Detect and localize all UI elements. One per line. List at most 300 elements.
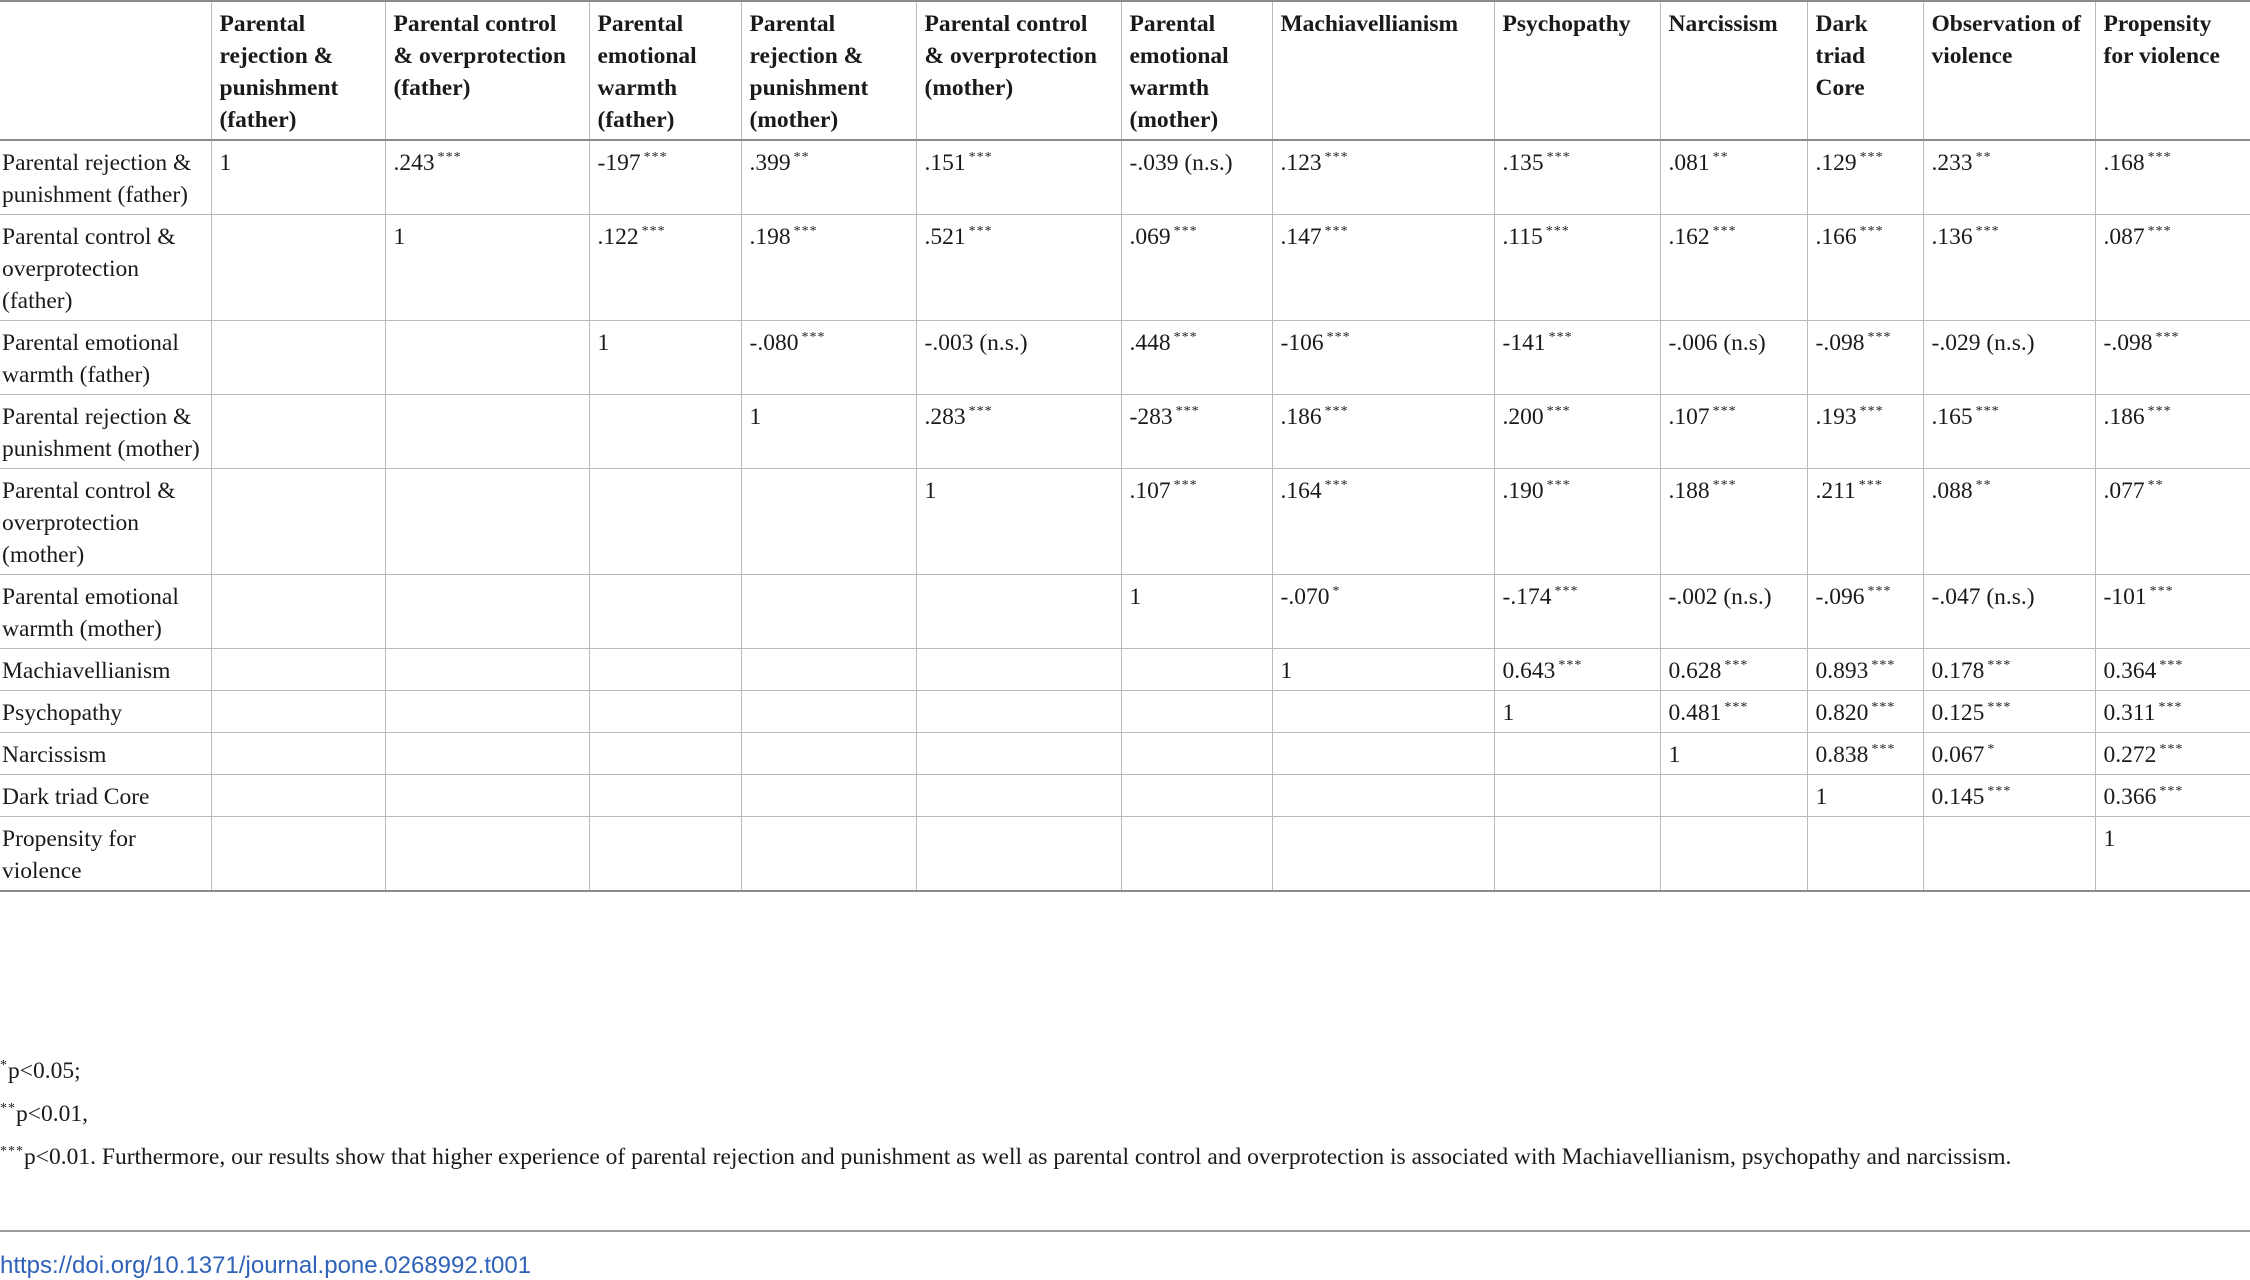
- table-cell: [1923, 575, 2095, 649]
- table-header-row: [0, 1, 2250, 140]
- row-label: Parental rejection & punishment (mother): [0, 395, 211, 469]
- cell-value: .186: [1280, 404, 1322, 430]
- table-cell: [1121, 140, 1272, 215]
- cell-value: 1: [924, 478, 937, 504]
- cell-value: .088: [1931, 478, 1973, 504]
- table-cell: [1494, 140, 1660, 215]
- table-cell: [916, 321, 1121, 395]
- table-cell: [211, 775, 385, 817]
- table-cell: [211, 215, 385, 321]
- cell-value: -.098: [1815, 330, 1865, 356]
- table-cell: [385, 733, 589, 775]
- header-corner-cell: [0, 1, 211, 140]
- table-cell: [1807, 215, 1923, 321]
- table-cell: [741, 215, 916, 321]
- table-cell: [2095, 140, 2250, 215]
- cell-value: 0.838: [1815, 742, 1869, 768]
- cell-value: .147: [1280, 224, 1322, 250]
- table-cell: [2095, 575, 2250, 649]
- table-cell: [1660, 575, 1807, 649]
- significance-marker: ***: [2147, 404, 2172, 420]
- table-cell: [1807, 649, 1923, 691]
- table-row: [0, 649, 2250, 691]
- row-label: Dark triad Core: [0, 775, 211, 817]
- table-cell: [2095, 733, 2250, 775]
- cell-value: -.098: [2103, 330, 2153, 356]
- cell-value: .077: [2103, 478, 2145, 504]
- table-cell: [211, 321, 385, 395]
- table-cell: [916, 140, 1121, 215]
- cell-value: 0.178: [1931, 658, 1985, 684]
- table-cell: [1494, 575, 1660, 649]
- cell-value: .186: [2103, 404, 2145, 430]
- cell-value: .233: [1931, 150, 1973, 176]
- significance-marker: ***: [968, 150, 993, 166]
- table-cell: [741, 140, 916, 215]
- significance-marker: ***: [1324, 150, 1349, 166]
- table-cell: [1807, 140, 1923, 215]
- table-cell: [741, 775, 916, 817]
- significance-marker: ***: [2159, 742, 2184, 758]
- table-cell: [1272, 321, 1494, 395]
- table-cell: [1660, 469, 1807, 575]
- cell-value: 0.820: [1815, 700, 1869, 726]
- cell-value: -.047 (n.s.): [1931, 584, 2035, 610]
- significance-marker: ***: [1324, 224, 1349, 240]
- significance-marker: ***: [1712, 478, 1737, 494]
- table-cell: [589, 140, 741, 215]
- table-cell: [1121, 691, 1272, 733]
- cell-value: .166: [1815, 224, 1857, 250]
- cell-value: -.174: [1502, 584, 1552, 610]
- significance-marker: ***: [1858, 478, 1883, 494]
- cell-value: .168: [2103, 150, 2145, 176]
- table-cell: [385, 575, 589, 649]
- table-cell: [1923, 691, 2095, 733]
- cell-value: -.002 (n.s.): [1668, 584, 1772, 610]
- significance-marker: **: [793, 150, 810, 166]
- significance-marker: ***: [1326, 330, 1351, 346]
- table-cell: [916, 469, 1121, 575]
- table-cell: [1807, 395, 1923, 469]
- table-cell: [1272, 817, 1494, 892]
- table-cell: [2095, 775, 2250, 817]
- significance-marker: ***: [1871, 742, 1896, 758]
- table-cell: [1494, 395, 1660, 469]
- cell-value: 0.145: [1931, 784, 1985, 810]
- row-label: Psychopathy: [0, 691, 211, 733]
- cell-value: 0.272: [2103, 742, 2157, 768]
- column-header: Parental emotional warmth (mother): [1121, 1, 1272, 140]
- significance-marker: ***: [968, 224, 993, 240]
- table-cell: [2095, 691, 2250, 733]
- table-cell: [211, 817, 385, 892]
- column-header: Parental rejection & punishment (mother): [741, 1, 916, 140]
- cell-value: -106: [1280, 330, 1324, 356]
- table-cell: [385, 215, 589, 321]
- cell-value: 1: [1502, 700, 1515, 726]
- table-cell: [1272, 215, 1494, 321]
- footnote-marker: **: [0, 1101, 16, 1117]
- significance-marker: ***: [1324, 404, 1349, 420]
- significance-marker: ***: [1867, 330, 1892, 346]
- column-header: Dark triad Core: [1807, 1, 1923, 140]
- cell-value: .399: [749, 150, 791, 176]
- significance-marker: ***: [1871, 658, 1896, 674]
- table-row: [0, 395, 2250, 469]
- cell-value: .115: [1502, 224, 1543, 250]
- table-cell: [741, 691, 916, 733]
- cell-value: .164: [1280, 478, 1322, 504]
- table-cell: [1121, 649, 1272, 691]
- table-cell: [589, 395, 741, 469]
- significance-marker: ***: [1724, 658, 1749, 674]
- table-footnotes: [0, 1050, 2250, 1179]
- footer-divider: [0, 1230, 2250, 1232]
- doi-link[interactable]: https://doi.org/10.1371/journal.pone.0268992.t001: [0, 1252, 532, 1279]
- cell-value: .165: [1931, 404, 1973, 430]
- table-cell: [1121, 395, 1272, 469]
- significance-marker: ***: [1558, 658, 1583, 674]
- cell-value: 0.893: [1815, 658, 1869, 684]
- cell-value: .188: [1668, 478, 1710, 504]
- table-cell: [2095, 469, 2250, 575]
- significance-marker: ***: [1712, 404, 1737, 420]
- table-cell: [1494, 321, 1660, 395]
- table-cell: [1121, 321, 1272, 395]
- table-cell: [211, 649, 385, 691]
- footnote-text: p<0.01. Furthermore, our results show that higher experience of parental rejection and punishment as well as parental control and overprotection is associated with Machiavellianism, psychopathy and narcissism.: [24, 1144, 2012, 1170]
- column-header: Parental rejection & punishment (father): [211, 1, 385, 140]
- table-row: [0, 321, 2250, 395]
- table-cell: [1923, 215, 2095, 321]
- footnote-marker: *: [0, 1058, 8, 1074]
- table-row: [0, 469, 2250, 575]
- significance-marker: ***: [2159, 658, 2184, 674]
- cell-value: .123: [1280, 150, 1322, 176]
- table-cell: [1807, 469, 1923, 575]
- footnote-text: p<0.05;: [8, 1058, 81, 1084]
- table-cell: [1272, 140, 1494, 215]
- table-cell: [916, 395, 1121, 469]
- table-cell: [741, 817, 916, 892]
- cell-value: -.080: [749, 330, 799, 356]
- table-cell: [1121, 469, 1272, 575]
- table-cell: [916, 215, 1121, 321]
- cell-value: .151: [924, 150, 966, 176]
- cell-value: 1: [219, 150, 232, 176]
- table-cell: [1807, 321, 1923, 395]
- significance-marker: ***: [643, 150, 668, 166]
- significance-marker: **: [1975, 478, 1992, 494]
- column-header: Narcissism: [1660, 1, 1807, 140]
- row-label: Narcissism: [0, 733, 211, 775]
- table-cell: [741, 395, 916, 469]
- column-header: Parental emotional warmth (father): [589, 1, 741, 140]
- table-cell: [1272, 649, 1494, 691]
- row-label: Parental rejection & punishment (father): [0, 140, 211, 215]
- significance-marker: ***: [1871, 700, 1896, 716]
- table-cell: [385, 817, 589, 892]
- cell-value: -.003 (n.s.): [924, 330, 1028, 356]
- cell-value: -197: [597, 150, 641, 176]
- cell-value: -283: [1129, 404, 1173, 430]
- table-cell: [1923, 817, 2095, 892]
- cell-value: -.096: [1815, 584, 1865, 610]
- table-cell: [1923, 649, 2095, 691]
- table-cell: [1494, 691, 1660, 733]
- cell-value: .190: [1502, 478, 1544, 504]
- significance-marker: ***: [1987, 784, 2012, 800]
- cell-value: .243: [393, 150, 435, 176]
- table-cell: [1660, 395, 1807, 469]
- table-cell: [1923, 775, 2095, 817]
- table-cell: [1272, 469, 1494, 575]
- cell-value: .521: [924, 224, 966, 250]
- table-row: [0, 775, 2250, 817]
- cell-value: 0.067: [1931, 742, 1985, 768]
- significance-marker: ***: [2158, 700, 2183, 716]
- cell-value: 1: [597, 330, 610, 356]
- significance-marker: **: [1975, 150, 1992, 166]
- footnote-p05: [0, 1050, 2250, 1093]
- cell-value: -.039 (n.s.): [1129, 150, 1233, 176]
- table-cell: [1660, 321, 1807, 395]
- cell-value: 0.628: [1668, 658, 1722, 684]
- significance-marker: ***: [1554, 584, 1579, 600]
- table-body: [0, 140, 2250, 891]
- cell-value: .211: [1815, 478, 1856, 504]
- table-cell: [916, 691, 1121, 733]
- significance-marker: ***: [1975, 224, 2000, 240]
- table-cell: [916, 733, 1121, 775]
- cell-value: 0.643: [1502, 658, 1556, 684]
- table-cell: [741, 649, 916, 691]
- table-cell: [741, 321, 916, 395]
- significance-marker: ***: [1175, 404, 1200, 420]
- table-cell: [2095, 215, 2250, 321]
- cell-value: 0.366: [2103, 784, 2157, 810]
- significance-marker: ***: [2149, 584, 2174, 600]
- significance-marker: ***: [2155, 330, 2180, 346]
- cell-value: .107: [1668, 404, 1710, 430]
- table-cell: [1660, 215, 1807, 321]
- table-cell: [1807, 775, 1923, 817]
- cell-value: 1: [393, 224, 406, 250]
- table-row: [0, 140, 2250, 215]
- table-cell: [1660, 733, 1807, 775]
- significance-marker: ***: [1173, 330, 1198, 346]
- table-cell: [1121, 817, 1272, 892]
- table-cell: [1807, 733, 1923, 775]
- cell-value: 1: [2103, 826, 2116, 852]
- table-cell: [589, 469, 741, 575]
- table-cell: [589, 733, 741, 775]
- significance-marker: ***: [1859, 404, 1884, 420]
- row-label: Parental control & overprotection (mother): [0, 469, 211, 575]
- table-row: [0, 575, 2250, 649]
- table-cell: [211, 575, 385, 649]
- table-cell: [1272, 691, 1494, 733]
- table-cell: [916, 649, 1121, 691]
- cell-value: .193: [1815, 404, 1857, 430]
- table-cell: [1494, 469, 1660, 575]
- table-cell: [211, 733, 385, 775]
- table-cell: [1121, 733, 1272, 775]
- table-cell: [589, 775, 741, 817]
- cell-value: -141: [1502, 330, 1546, 356]
- table-row: [0, 733, 2250, 775]
- row-label: Parental emotional warmth (mother): [0, 575, 211, 649]
- cell-value: -.070: [1280, 584, 1330, 610]
- table-cell: [1923, 733, 2095, 775]
- cell-value: 1: [1668, 742, 1681, 768]
- table-cell: [1272, 395, 1494, 469]
- table-cell: [1660, 649, 1807, 691]
- table-cell: [211, 395, 385, 469]
- table-cell: [589, 691, 741, 733]
- row-label: Propensity for violence: [0, 817, 211, 892]
- table-cell: [916, 575, 1121, 649]
- table-cell: [1660, 140, 1807, 215]
- significance-marker: ***: [793, 224, 818, 240]
- significance-marker: ***: [2147, 150, 2172, 166]
- table-row: [0, 215, 2250, 321]
- cell-value: 1: [1280, 658, 1293, 684]
- column-header: Propensity for violence: [2095, 1, 2250, 140]
- column-header: Parental control & overprotection (mother): [916, 1, 1121, 140]
- table-cell: [1121, 775, 1272, 817]
- cell-value: .069: [1129, 224, 1171, 250]
- significance-marker: ***: [1859, 224, 1884, 240]
- table-cell: [1807, 575, 1923, 649]
- table-cell: [1923, 321, 2095, 395]
- significance-marker: ***: [1324, 478, 1349, 494]
- table-cell: [211, 469, 385, 575]
- table-cell: [1494, 775, 1660, 817]
- cell-value: 0.364: [2103, 658, 2157, 684]
- table-cell: [741, 575, 916, 649]
- footnote-p001: [0, 1136, 2250, 1179]
- table-cell: [741, 733, 916, 775]
- cell-value: 1: [1129, 584, 1142, 610]
- significance-marker: ***: [1867, 584, 1892, 600]
- footnote-marker: ***: [0, 1144, 24, 1160]
- significance-marker: ***: [1975, 404, 2000, 420]
- table-cell: [385, 140, 589, 215]
- table-cell: [589, 649, 741, 691]
- table-cell: [1807, 691, 1923, 733]
- table-cell: [589, 575, 741, 649]
- table-cell: [589, 817, 741, 892]
- table-cell: [1660, 775, 1807, 817]
- table-cell: [1660, 817, 1807, 892]
- significance-marker: ***: [1545, 224, 1570, 240]
- significance-marker: ***: [1987, 658, 2012, 674]
- cell-value: .198: [749, 224, 791, 250]
- table-cell: [1923, 395, 2095, 469]
- cell-value: .081: [1668, 150, 1710, 176]
- cell-value: .135: [1502, 150, 1544, 176]
- table-cell: [385, 469, 589, 575]
- significance-marker: ***: [1546, 478, 1571, 494]
- cell-value: 0.311: [2103, 700, 2156, 726]
- significance-marker: ***: [2159, 784, 2184, 800]
- significance-marker: *: [1332, 584, 1341, 600]
- table-cell: [916, 775, 1121, 817]
- column-header: Parental control & overprotection (father): [385, 1, 589, 140]
- cell-value: -101: [2103, 584, 2147, 610]
- table-cell: [1923, 469, 2095, 575]
- table-row: [0, 817, 2250, 892]
- table-cell: [2095, 321, 2250, 395]
- significance-marker: ***: [1546, 150, 1571, 166]
- table-cell: [2095, 817, 2250, 892]
- table-cell: [589, 321, 741, 395]
- table-cell: [211, 140, 385, 215]
- row-label: Parental control & overprotection (father): [0, 215, 211, 321]
- significance-marker: ***: [1987, 700, 2012, 716]
- significance-marker: **: [2147, 478, 2164, 494]
- column-header: Observation of violence: [1923, 1, 2095, 140]
- table-cell: [741, 469, 916, 575]
- significance-marker: ***: [437, 150, 462, 166]
- table-cell: [385, 775, 589, 817]
- column-header: Psychopathy: [1494, 1, 1660, 140]
- table-cell: [385, 321, 589, 395]
- table-cell: [1121, 575, 1272, 649]
- significance-marker: ***: [1173, 224, 1198, 240]
- cell-value: .136: [1931, 224, 1973, 250]
- cell-value: 0.125: [1931, 700, 1985, 726]
- table-cell: [1923, 140, 2095, 215]
- table-cell: [1660, 691, 1807, 733]
- table-cell: [2095, 395, 2250, 469]
- significance-marker: *: [1987, 742, 1996, 758]
- significance-marker: ***: [1546, 404, 1571, 420]
- table-cell: [1272, 775, 1494, 817]
- table-cell: [1494, 817, 1660, 892]
- table-cell: [1494, 649, 1660, 691]
- cell-value: -.006 (n.s): [1668, 330, 1766, 356]
- significance-marker: ***: [641, 224, 666, 240]
- significance-marker: ***: [801, 330, 826, 346]
- significance-marker: ***: [1724, 700, 1749, 716]
- table-cell: [1494, 733, 1660, 775]
- cell-value: 1: [749, 404, 762, 430]
- table-cell: [1807, 817, 1923, 892]
- cell-value: .087: [2103, 224, 2145, 250]
- significance-marker: ***: [1859, 150, 1884, 166]
- significance-marker: **: [1712, 150, 1729, 166]
- table-cell: [1272, 733, 1494, 775]
- cell-value: .129: [1815, 150, 1857, 176]
- significance-marker: ***: [968, 404, 993, 420]
- column-header: Machiavellianism: [1272, 1, 1494, 140]
- table-cell: [385, 649, 589, 691]
- cell-value: .122: [597, 224, 639, 250]
- footnote-text: p<0.01,: [16, 1101, 89, 1127]
- table-cell: [916, 817, 1121, 892]
- footnote-p01: [0, 1093, 2250, 1136]
- table-cell: [211, 691, 385, 733]
- row-label: Machiavellianism: [0, 649, 211, 691]
- significance-marker: ***: [2147, 224, 2172, 240]
- table-row: [0, 691, 2250, 733]
- table-cell: [385, 691, 589, 733]
- significance-marker: ***: [1173, 478, 1198, 494]
- cell-value: 0.481: [1668, 700, 1722, 726]
